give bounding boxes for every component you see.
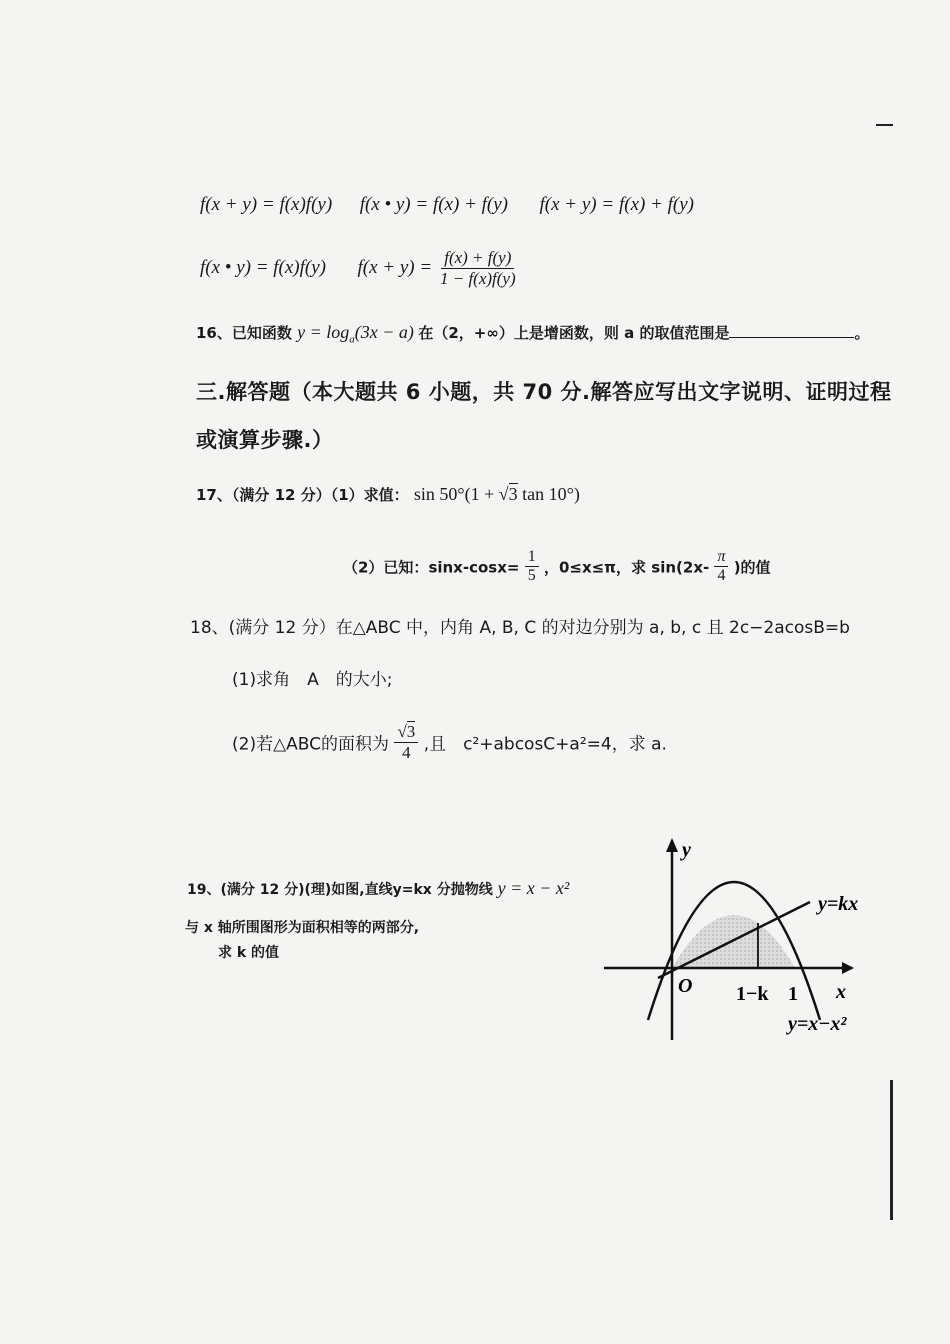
question-19-line2: 与 x 轴所围图形为面积相等的两部分, bbox=[185, 920, 420, 936]
formula-3: f(x + y) = f(x) + f(y) bbox=[539, 194, 695, 215]
q17-part2-mid: ，0≤x≤π，求 sin(2x- bbox=[543, 558, 710, 577]
tick-1-label: 1 bbox=[788, 983, 798, 1005]
q16-function: y = log bbox=[297, 322, 350, 342]
y-axis-arrow bbox=[666, 838, 678, 852]
formula-1: f(x + y) = f(x)f(y) bbox=[200, 194, 333, 215]
question-16 bbox=[196, 322, 869, 346]
q17-frac2-den: 4 bbox=[717, 567, 726, 585]
q17-fraction-1-5 bbox=[525, 548, 539, 586]
q18-fraction-root3-4 bbox=[394, 722, 418, 762]
q17-radicand: 3 bbox=[508, 484, 518, 504]
section-3-heading-line2: 或演算步骤.） bbox=[196, 428, 334, 452]
tick-1-k-label: 1−k bbox=[736, 983, 769, 1005]
q17-frac2-num: π bbox=[714, 548, 728, 567]
scan-edge-top bbox=[876, 124, 893, 126]
q17-frac1-den: 5 bbox=[527, 567, 536, 585]
q16-prefix: 16、已知函数 bbox=[196, 324, 292, 342]
q17-fraction-pi-4 bbox=[714, 548, 728, 586]
question-19-line3: 求 k 的值 bbox=[218, 945, 280, 961]
formula-5-numerator: f(x) + f(y) bbox=[441, 248, 514, 269]
scan-edge-right bbox=[890, 1080, 893, 1220]
formula-5-fraction bbox=[437, 248, 519, 288]
origin-label: O bbox=[678, 975, 693, 997]
formula-2: f(x • y) = f(x) + f(y) bbox=[359, 194, 509, 215]
question-17-part2 bbox=[343, 548, 771, 586]
formula-4: f(x • y) = f(x)f(y) bbox=[200, 257, 327, 279]
parabola-figure bbox=[596, 830, 886, 1050]
q16-argument: (3x − a) bbox=[354, 322, 414, 342]
q17-frac1-num: 1 bbox=[525, 548, 539, 567]
curve-label: y=x−x² bbox=[788, 1013, 847, 1035]
line-label: y=kx bbox=[818, 893, 859, 915]
q18-frac-num: √3 bbox=[394, 722, 418, 743]
q19-parabola: y = x − x² bbox=[497, 878, 570, 898]
q17-label: 17、（满分 12 分）（1）求值： bbox=[196, 486, 409, 504]
y-axis-label: y bbox=[682, 839, 691, 861]
q17-expr-pre: sin 50°(1 + bbox=[413, 484, 499, 504]
q16-end: 。 bbox=[854, 324, 870, 342]
formula-row-1 bbox=[200, 194, 694, 216]
x-axis-arrow bbox=[842, 962, 854, 974]
q17-part2-end: )的值 bbox=[733, 558, 771, 577]
q18-radicand: 3 bbox=[406, 722, 416, 741]
q16-subscript: a bbox=[349, 333, 355, 346]
question-17-part1: 17、（满分 12 分）（1）求值： sin 50°(1 + √3 tan 10°) bbox=[196, 484, 580, 504]
question-19-line1 bbox=[187, 878, 569, 899]
question-18-part1: (1)求角 A 的大小; bbox=[232, 670, 393, 690]
question-18-line1: 18、(满分 12 分）在△ABC 中，内角 A, B, C 的对边分别为 a, b, c 且 2c−2acosB=b bbox=[190, 618, 850, 638]
formula-5-denominator: 1 − f(x)f(y) bbox=[439, 268, 516, 288]
q17-part2-pre: （2）已知：sinx-cosx= bbox=[343, 558, 520, 577]
q16-middle: 在（2，+∞）上是增函数，则 a 的取值范围是 bbox=[418, 324, 730, 342]
formula-row-2 bbox=[200, 248, 519, 288]
q18-part2-post: ,且 c²+abcosC+a²=4，求 a. bbox=[423, 734, 667, 755]
formula-5-lhs: f(x + y) = bbox=[357, 257, 433, 279]
x-axis-label: x bbox=[836, 981, 846, 1003]
q18-part2-pre: (2)若△ABC的面积为 bbox=[232, 734, 390, 755]
q16-answer-blank[interactable] bbox=[729, 323, 854, 338]
question-18-part2 bbox=[232, 722, 667, 762]
q18-frac-den: 4 bbox=[402, 742, 411, 762]
q19-line1-text: 19、(满分 12 分)(理)如图,直线y=kx 分抛物线 bbox=[187, 882, 493, 898]
q17-expr-post: tan 10°) bbox=[517, 484, 580, 504]
section-3-heading-line1: 三.解答题（本大题共 6 小题，共 70 分.解答应写出文字说明、证明过程 bbox=[196, 380, 892, 404]
